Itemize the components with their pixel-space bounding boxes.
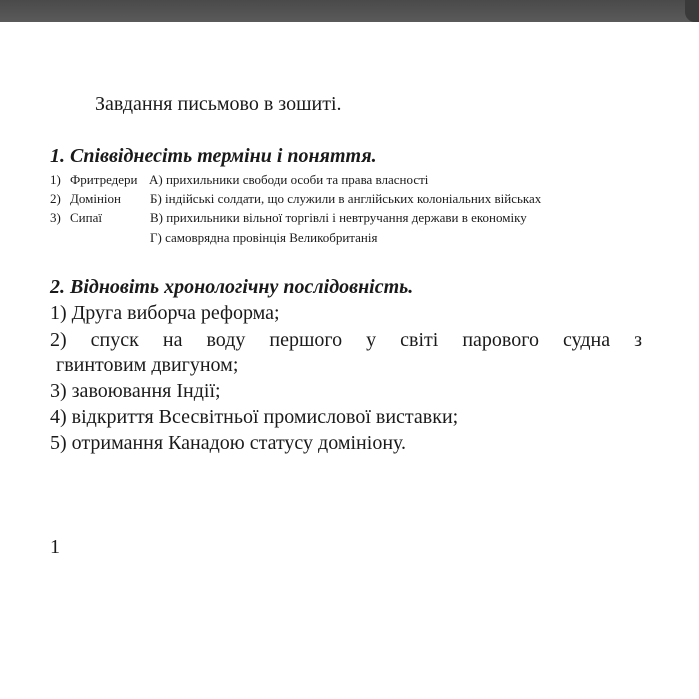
term-name: Домініон (70, 191, 121, 206)
term-definition: Г) самоврядна провінція Великобританія (150, 230, 378, 245)
chronology-item: 4) відкриття Всесвітньої промислової виставки; (50, 406, 459, 428)
term-name: Фритредери (70, 172, 138, 187)
task2-title: 2. Відновіть хронологічну послідовність. (50, 276, 414, 298)
term-definition: В) прихильники вільної торгівлі і невтручання держави в економіку (150, 210, 527, 225)
chronology-item: 5) отримання Канадою статусу домініону. (50, 432, 407, 454)
intro-text: Завдання письмово в зошиті. (95, 93, 342, 115)
term-number: 1) (50, 172, 61, 187)
task1-title: 1. Співвіднесіть терміни і поняття. (50, 145, 377, 167)
term-number: 2) (50, 191, 61, 206)
top-bar-corner (685, 0, 699, 22)
term-name: Сипаї (70, 210, 102, 225)
chronology-item: 1) Друга виборча реформа; (50, 302, 280, 324)
term-number: 3) (50, 210, 61, 225)
chronology-item: 3) завоювання Індії; (50, 380, 221, 402)
chronology-item: 2) спуск на воду першого у світі парового судна з (50, 329, 642, 351)
page-number: 1 (50, 536, 60, 558)
term-definition: А) прихильники свободи особи та права власності (149, 172, 429, 187)
term-definition: Б) індійські солдати, що служили в англійських колоніальних військах (150, 191, 542, 206)
chronology-item-continued: гвинтовим двигуном; (56, 354, 239, 376)
top-bar (0, 0, 699, 22)
